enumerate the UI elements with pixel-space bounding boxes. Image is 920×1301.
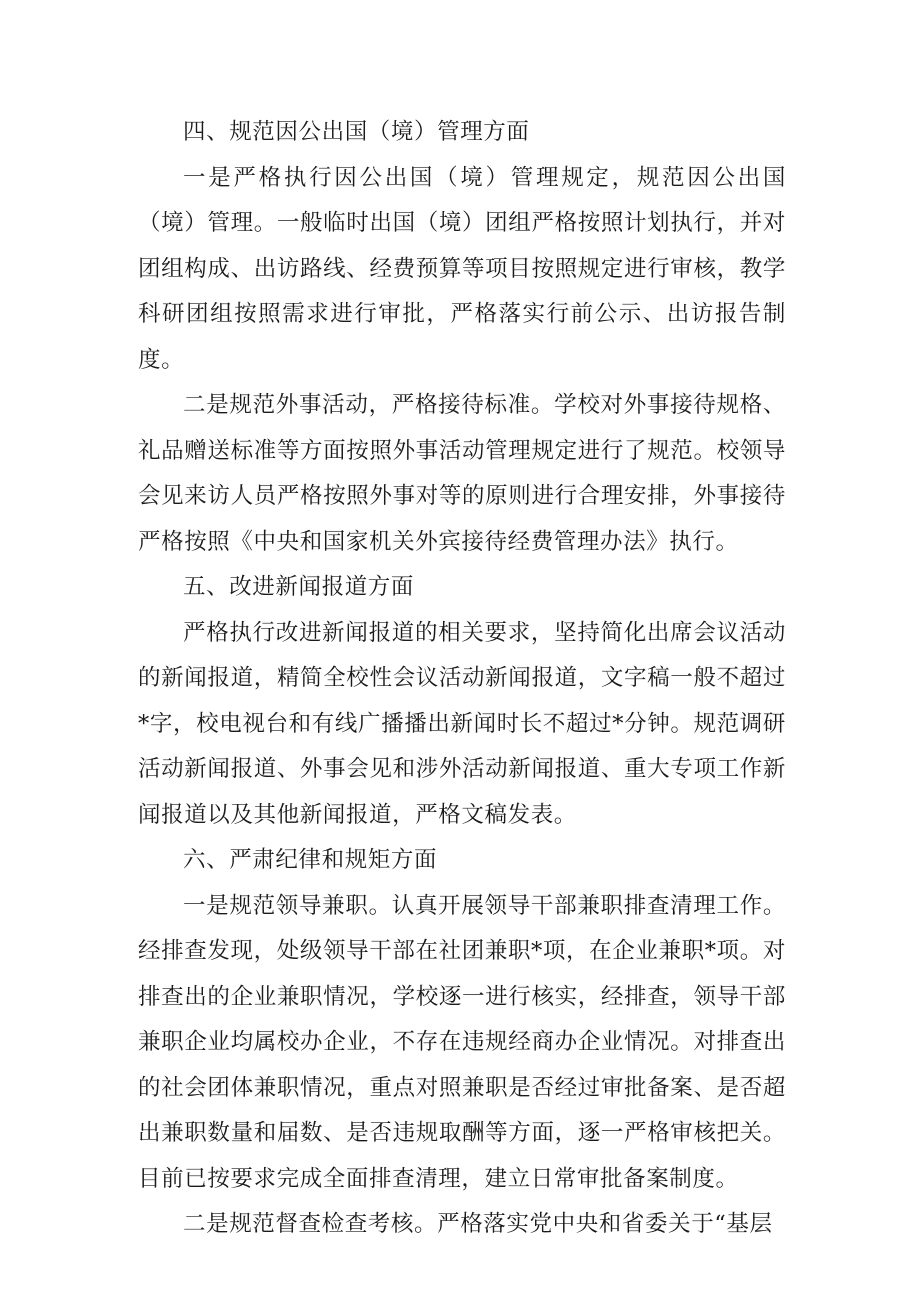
section-heading-5: 五、改进新闻报道方面 (183, 574, 415, 600)
section-heading-6: 六、严肃纪律和规矩方面 (183, 847, 438, 873)
paragraph: 二是规范外事活动，严格接待标准。学校对外事接待规格、礼品赠送标准等方面按照外事活动管理规定进行了规范。校领导会见来访人员严格按照外事对等的原则进行合理安排，外事接待严格按照《中央和国家机关外宾接待经费管理办法》执行。 (138, 392, 786, 555)
section-heading-4: 四、规范因公出国（境）管理方面 (183, 119, 530, 145)
paragraph: 一是严格执行因公出国（境）管理规定，规范因公出国（境）管理。一般临时出国（境）团组严格按照计划执行，并对团组构成、出访路线、经费预算等项目按照规定进行审核，教学科研团组按照需求进行审批，严格落实行前公示、出访报告制度。 (138, 164, 786, 373)
document-body (138, 110, 786, 1248)
paragraph: 一是规范领导兼职。认真开展领导干部兼职排查清理工作。经排查发现，处级领导干部在社团兼职*项，在企业兼职*项。对排查出的企业兼职情况，学校逐一进行核实，经排查，领导干部兼职企业均属校办企业，不存在违规经商办企业情况。对排查出的社会团体兼职情况，重点对照兼职是否经过审批备案、是否超出兼职数量和届数、是否违规取酬等方面，逐一严格审核把关。目前已按要求完成全面排查清理，建立日常审批备案制度。 (138, 892, 786, 1192)
paragraph: 严格执行改进新闻报道的相关要求，坚持简化出席会议活动的新闻报道，精简全校性会议活动新闻报道，文字稿一般不超过*字，校电视台和有线广播播出新闻时长不超过*分钟。规范调研活动新闻报道、外事会见和涉外活动新闻报道、重大专项工作新闻报道以及其他新闻报道，严格文稿发表。 (138, 619, 786, 828)
paragraph: 二是规范督查检查考核。严格落实党中央和省委关于“基层 (183, 1211, 773, 1237)
